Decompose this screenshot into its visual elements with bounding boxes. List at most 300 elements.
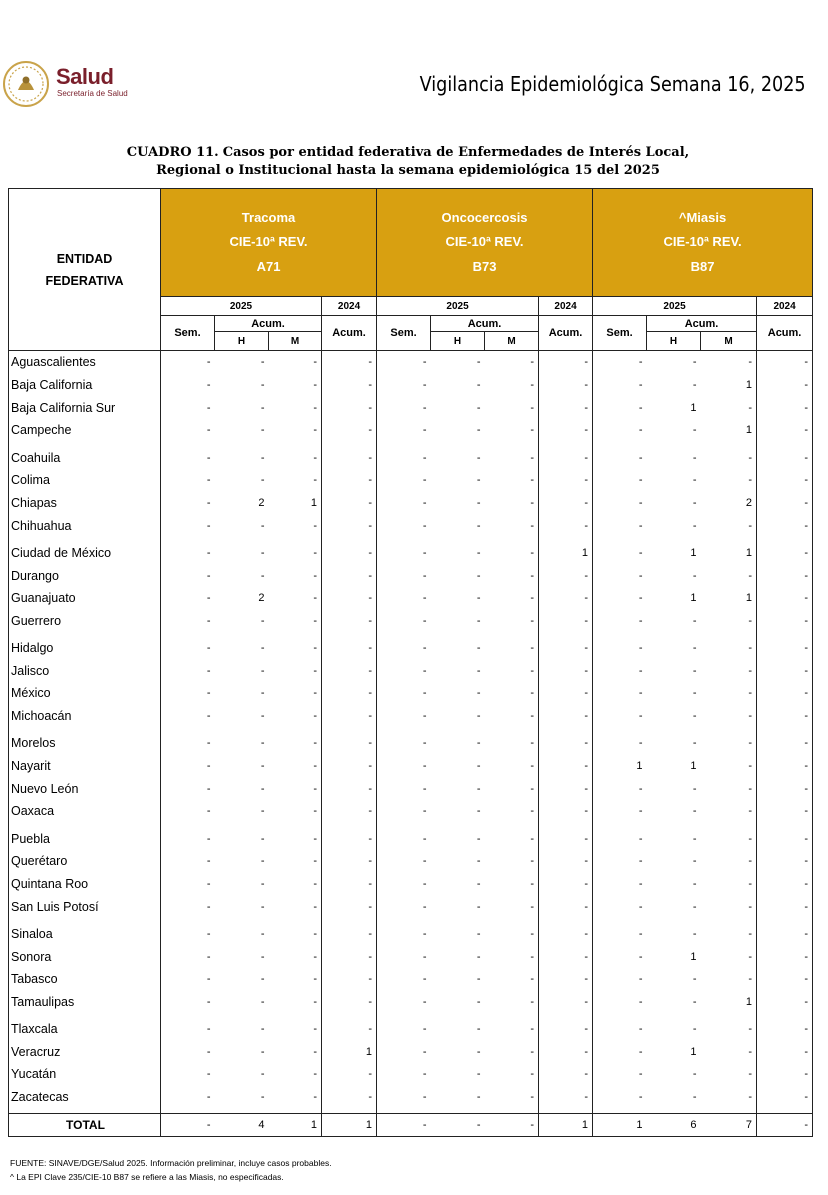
table-row bbox=[9, 492, 813, 515]
entity-name: Jalisco bbox=[9, 659, 161, 682]
table-cell: - bbox=[692, 642, 697, 655]
table-cell: - bbox=[260, 855, 265, 868]
table-cell: - bbox=[757, 637, 813, 660]
table-cell: 1 bbox=[745, 379, 753, 392]
table-cell: - bbox=[748, 855, 753, 868]
table-cell: 1 bbox=[310, 496, 317, 509]
table-cell: - bbox=[757, 374, 813, 397]
table-cell: - bbox=[377, 492, 431, 515]
entity-name: Hidalgo bbox=[9, 637, 161, 660]
table-cell: - bbox=[539, 1018, 593, 1041]
table-cell: - bbox=[530, 592, 535, 605]
table-cell: - bbox=[593, 991, 647, 1014]
table-cell: - bbox=[260, 1091, 265, 1104]
table-cell: - bbox=[322, 895, 377, 918]
week-title: Vigilancia Epidemiológica Semana 16, 2025 bbox=[420, 72, 806, 96]
table-cell: - bbox=[748, 805, 753, 818]
table-row bbox=[9, 637, 813, 660]
table-cell: - bbox=[313, 710, 317, 723]
table-cell: - bbox=[377, 1040, 431, 1063]
table-cell: 1 bbox=[690, 1045, 697, 1058]
table-cell: - bbox=[322, 991, 377, 1014]
table-cell: - bbox=[260, 451, 265, 464]
table-cell: - bbox=[161, 564, 215, 587]
disease-code: A71 bbox=[256, 258, 281, 274]
table-cell: - bbox=[757, 1086, 813, 1109]
table-row bbox=[9, 1040, 813, 1063]
entity-name: Guanajuato bbox=[9, 587, 161, 610]
table-cell: - bbox=[313, 1068, 317, 1081]
entity-name: México bbox=[9, 682, 161, 705]
table-cell: - bbox=[260, 782, 265, 795]
table-cell: - bbox=[377, 968, 431, 991]
table-cell: - bbox=[692, 1091, 697, 1104]
sem-header: Sem. bbox=[377, 316, 431, 351]
table-cell: - bbox=[313, 805, 317, 818]
page-header bbox=[0, 52, 828, 114]
table-row bbox=[9, 827, 813, 850]
disease-rev: CIE-10ª REV. bbox=[229, 234, 308, 250]
table-cell: - bbox=[476, 687, 481, 700]
table-cell: - bbox=[692, 451, 697, 464]
table-cell: 1 bbox=[322, 1040, 377, 1063]
table-cell: - bbox=[593, 777, 647, 800]
table-cell: - bbox=[260, 877, 265, 890]
disease-name: ^Miasis bbox=[678, 209, 727, 225]
table-cell: - bbox=[757, 968, 813, 991]
table-cell: - bbox=[313, 782, 317, 795]
table-cell: - bbox=[530, 496, 535, 509]
table-cell: - bbox=[313, 1045, 317, 1058]
table-cell: 1 bbox=[745, 546, 753, 559]
table-cell: - bbox=[748, 900, 753, 913]
table-cell: - bbox=[476, 546, 481, 559]
footnotes bbox=[10, 1156, 332, 1184]
entity-name: Querétaro bbox=[9, 850, 161, 873]
table-cell: - bbox=[530, 614, 535, 627]
table-body bbox=[9, 351, 813, 1137]
table-cell: - bbox=[748, 1068, 753, 1081]
year-header: 2024 bbox=[322, 297, 377, 316]
table-cell: - bbox=[539, 469, 593, 492]
table-cell: - bbox=[539, 637, 593, 660]
table-row bbox=[9, 587, 813, 610]
table-cell: - bbox=[692, 832, 697, 845]
table-cell: - bbox=[260, 927, 265, 940]
table-cell: - bbox=[692, 664, 697, 677]
table-cell: - bbox=[593, 1040, 647, 1063]
table-cell: - bbox=[476, 379, 481, 392]
table-row bbox=[9, 800, 813, 823]
table-row bbox=[9, 610, 813, 633]
table-cell: - bbox=[377, 514, 431, 537]
table-cell: - bbox=[476, 496, 481, 509]
table-cell: - bbox=[748, 642, 753, 655]
table-cell: - bbox=[593, 610, 647, 633]
table-cell: - bbox=[757, 895, 813, 918]
total-row bbox=[9, 1114, 813, 1137]
table-cell: - bbox=[161, 396, 215, 419]
table-cell: - bbox=[322, 777, 377, 800]
table-cell: - bbox=[539, 732, 593, 755]
table-cell: - bbox=[530, 1023, 535, 1036]
table-cell: - bbox=[757, 873, 813, 896]
entity-name: Sinaloa bbox=[9, 923, 161, 946]
table-cell: - bbox=[313, 356, 317, 369]
table-cell: - bbox=[322, 587, 377, 610]
table-cell: - bbox=[161, 446, 215, 469]
table-cell: - bbox=[322, 732, 377, 755]
table-cell: - bbox=[748, 474, 753, 487]
table-row bbox=[9, 755, 813, 778]
table-row bbox=[9, 991, 813, 1014]
table-cell: - bbox=[322, 923, 377, 946]
table-cell: - bbox=[313, 401, 317, 414]
table-cell: - bbox=[260, 401, 265, 414]
table-row bbox=[9, 873, 813, 896]
table-cell: - bbox=[593, 705, 647, 728]
table-cell: - bbox=[539, 492, 593, 515]
table-cell: - bbox=[539, 850, 593, 873]
table-cell: - bbox=[593, 659, 647, 682]
table-cell: - bbox=[476, 1068, 481, 1081]
cases-table bbox=[8, 188, 813, 1137]
table-cell: - bbox=[530, 995, 535, 1008]
table-cell: - bbox=[377, 991, 431, 1014]
table-cell: - bbox=[313, 642, 317, 655]
entity-header bbox=[9, 189, 161, 351]
table-cell: - bbox=[748, 760, 753, 773]
table-cell: - bbox=[322, 564, 377, 587]
table-cell: - bbox=[161, 968, 215, 991]
table-cell: - bbox=[313, 927, 317, 940]
table-cell: - bbox=[593, 637, 647, 660]
table-cell: - bbox=[161, 610, 215, 633]
entity-name: Campeche bbox=[9, 419, 161, 442]
table-cell: - bbox=[530, 760, 535, 773]
table-row bbox=[9, 945, 813, 968]
table-cell: - bbox=[476, 973, 481, 986]
table-cell: - bbox=[539, 1040, 593, 1063]
total-label: TOTAL bbox=[9, 1114, 161, 1137]
table-cell: - bbox=[539, 777, 593, 800]
table-cell: - bbox=[593, 923, 647, 946]
table-cell: - bbox=[530, 379, 535, 392]
table-cell: - bbox=[485, 1114, 539, 1137]
m-header: M bbox=[485, 332, 539, 351]
table-cell: - bbox=[260, 569, 265, 582]
entity-name: Guerrero bbox=[9, 610, 161, 633]
table-cell: - bbox=[313, 569, 317, 582]
table-cell: - bbox=[322, 374, 377, 397]
table-cell: - bbox=[476, 950, 481, 963]
table-cell: - bbox=[757, 850, 813, 873]
table-cell: 7 bbox=[701, 1114, 757, 1137]
table-cell: - bbox=[476, 519, 481, 532]
disease-code: B73 bbox=[472, 258, 497, 274]
table-cell: - bbox=[692, 995, 697, 1008]
source-note: FUENTE: SINAVE/DGE/Salud 2025. Información preliminar, incluye casos probables. bbox=[10, 1158, 332, 1168]
entity-header-line2: FEDERATIVA bbox=[45, 273, 124, 288]
table-cell: - bbox=[539, 351, 593, 374]
entity-name: Chiapas bbox=[9, 492, 161, 515]
table-cell: - bbox=[161, 945, 215, 968]
table-row bbox=[9, 351, 813, 374]
table-cell: - bbox=[530, 950, 535, 963]
table-cell: - bbox=[431, 1114, 485, 1137]
table-cell: - bbox=[757, 1114, 813, 1137]
table-cell: - bbox=[161, 777, 215, 800]
table-cell: - bbox=[377, 1063, 431, 1086]
table-cell: - bbox=[377, 419, 431, 442]
year-header: 2025 bbox=[377, 297, 539, 316]
table-cell: - bbox=[377, 945, 431, 968]
table-cell: - bbox=[260, 900, 265, 913]
logo-subtitle: Secretaría de Salud bbox=[57, 89, 128, 98]
table-cell: - bbox=[530, 451, 535, 464]
table-cell: - bbox=[161, 1040, 215, 1063]
table-cell: - bbox=[539, 446, 593, 469]
acum-header: Acum. bbox=[757, 316, 813, 351]
table-cell: - bbox=[748, 356, 753, 369]
table-cell: - bbox=[260, 1045, 265, 1058]
table-cell: - bbox=[313, 664, 317, 677]
table-cell: - bbox=[377, 873, 431, 896]
table-cell: - bbox=[530, 1068, 535, 1081]
table-row bbox=[9, 850, 813, 873]
table-cell: - bbox=[593, 587, 647, 610]
table-cell: - bbox=[322, 659, 377, 682]
table-cell: - bbox=[539, 705, 593, 728]
table-cell: - bbox=[377, 705, 431, 728]
table-cell: - bbox=[313, 832, 317, 845]
table-cell: - bbox=[692, 710, 697, 723]
table-cell: - bbox=[539, 755, 593, 778]
table-row bbox=[9, 1063, 813, 1086]
table-cell: - bbox=[322, 419, 377, 442]
table-cell: - bbox=[748, 927, 753, 940]
table-cell: - bbox=[530, 710, 535, 723]
table-cell: - bbox=[757, 446, 813, 469]
table-cell: - bbox=[476, 1091, 481, 1104]
table-cell: - bbox=[260, 614, 265, 627]
entity-name: Ciudad de México bbox=[9, 542, 161, 565]
table-cell: - bbox=[593, 1063, 647, 1086]
table-cell: - bbox=[530, 805, 535, 818]
table-cell: - bbox=[322, 1063, 377, 1086]
entity-name: Zacatecas bbox=[9, 1086, 161, 1109]
table-cell: - bbox=[593, 446, 647, 469]
table-cell: - bbox=[757, 419, 813, 442]
table-cell: - bbox=[476, 1045, 481, 1058]
table-title bbox=[0, 144, 816, 180]
table-cell: - bbox=[593, 1086, 647, 1109]
table-cell: - bbox=[748, 737, 753, 750]
table-cell: - bbox=[593, 945, 647, 968]
table-cell: - bbox=[377, 895, 431, 918]
table-cell: - bbox=[539, 1086, 593, 1109]
table-cell: - bbox=[322, 1086, 377, 1109]
table-cell: - bbox=[377, 755, 431, 778]
table-row bbox=[9, 396, 813, 419]
table-label: CUADRO 11. bbox=[126, 145, 219, 160]
table-cell: - bbox=[748, 973, 753, 986]
table-cell: - bbox=[593, 850, 647, 873]
table-cell: 1 bbox=[593, 1114, 647, 1137]
table-cell: - bbox=[476, 832, 481, 845]
table-cell: - bbox=[593, 968, 647, 991]
table-cell: - bbox=[539, 923, 593, 946]
table-cell: - bbox=[593, 396, 647, 419]
table-cell: - bbox=[692, 614, 697, 627]
h-header: H bbox=[431, 332, 485, 351]
table-cell: - bbox=[377, 637, 431, 660]
disease-header-tracoma bbox=[161, 189, 377, 297]
table-cell: - bbox=[377, 1018, 431, 1041]
table-cell: - bbox=[530, 973, 535, 986]
table-cell: - bbox=[692, 737, 697, 750]
table-cell: - bbox=[530, 401, 535, 414]
table-cell: - bbox=[161, 923, 215, 946]
table-cell: - bbox=[748, 664, 753, 677]
table-cell: - bbox=[748, 569, 753, 582]
table-cell: - bbox=[692, 1023, 697, 1036]
table-cell: - bbox=[692, 356, 697, 369]
table-cell: - bbox=[539, 895, 593, 918]
table-cell: - bbox=[476, 474, 481, 487]
entity-name: Baja California bbox=[9, 374, 161, 397]
table-cell: - bbox=[757, 564, 813, 587]
table-cell: - bbox=[692, 782, 697, 795]
table-cell: - bbox=[593, 732, 647, 755]
table-cell: - bbox=[539, 419, 593, 442]
entity-header-line1: ENTIDAD bbox=[56, 251, 113, 266]
table-row bbox=[9, 469, 813, 492]
table-row bbox=[9, 1018, 813, 1041]
table-cell: - bbox=[692, 855, 697, 868]
table-cell: 1 bbox=[690, 760, 697, 773]
table-cell: - bbox=[322, 514, 377, 537]
table-cell: - bbox=[322, 800, 377, 823]
table-cell: - bbox=[476, 592, 481, 605]
table-cell: - bbox=[161, 542, 215, 565]
table-row bbox=[9, 1086, 813, 1109]
table-cell: - bbox=[476, 710, 481, 723]
table-cell: - bbox=[377, 682, 431, 705]
disease-rev: CIE-10ª REV. bbox=[445, 234, 524, 250]
table-cell: 2 bbox=[258, 592, 265, 605]
table-cell: - bbox=[161, 419, 215, 442]
table-cell: - bbox=[539, 827, 593, 850]
table-cell: - bbox=[593, 542, 647, 565]
table-cell: - bbox=[161, 873, 215, 896]
table-cell: - bbox=[692, 569, 697, 582]
table-cell: - bbox=[260, 519, 265, 532]
table-row bbox=[9, 374, 813, 397]
table-cell: - bbox=[539, 968, 593, 991]
table-cell: - bbox=[692, 474, 697, 487]
table-cell: - bbox=[757, 827, 813, 850]
table-cell: - bbox=[757, 351, 813, 374]
table-cell: - bbox=[377, 850, 431, 873]
table-cell: - bbox=[161, 755, 215, 778]
table-row bbox=[9, 446, 813, 469]
table-cell: - bbox=[322, 682, 377, 705]
table-cell: - bbox=[260, 737, 265, 750]
table-cell: - bbox=[322, 1018, 377, 1041]
entity-name: Michoacán bbox=[9, 705, 161, 728]
table-cell: - bbox=[260, 710, 265, 723]
table-row bbox=[9, 514, 813, 537]
m-header: M bbox=[269, 332, 322, 351]
table-cell: - bbox=[748, 519, 753, 532]
table-cell: - bbox=[260, 973, 265, 986]
table-cell: - bbox=[476, 927, 481, 940]
table-cell: - bbox=[539, 682, 593, 705]
table-cell: - bbox=[748, 614, 753, 627]
table-cell: - bbox=[313, 546, 317, 559]
table-cell: - bbox=[748, 687, 753, 700]
entity-name: Tamaulipas bbox=[9, 991, 161, 1014]
table-cell: 1 bbox=[690, 546, 697, 559]
table-row bbox=[9, 542, 813, 565]
entity-name: Sonora bbox=[9, 945, 161, 968]
coat-of-arms-icon bbox=[2, 60, 50, 108]
table-cell: - bbox=[161, 587, 215, 610]
table-row bbox=[9, 777, 813, 800]
disease-name: Tracoma bbox=[241, 209, 296, 225]
table-row bbox=[9, 705, 813, 728]
table-cell: - bbox=[322, 351, 377, 374]
entity-name: Coahuila bbox=[9, 446, 161, 469]
table-cell: - bbox=[539, 396, 593, 419]
table-cell: - bbox=[161, 351, 215, 374]
table-cell: - bbox=[322, 446, 377, 469]
table-row bbox=[9, 732, 813, 755]
table-cell: 1 bbox=[690, 950, 697, 963]
table-cell: - bbox=[593, 1018, 647, 1041]
table-cell: - bbox=[757, 945, 813, 968]
table-cell: - bbox=[530, 927, 535, 940]
table-cell: - bbox=[322, 469, 377, 492]
table-cell: - bbox=[322, 637, 377, 660]
entity-name: Nuevo León bbox=[9, 777, 161, 800]
table-cell: - bbox=[757, 777, 813, 800]
table-cell: - bbox=[313, 424, 317, 437]
table-cell: - bbox=[539, 873, 593, 896]
table-cell: - bbox=[757, 542, 813, 565]
entity-name: Quintana Roo bbox=[9, 873, 161, 896]
table-cell: - bbox=[322, 542, 377, 565]
table-cell: - bbox=[476, 760, 481, 773]
table-row bbox=[9, 682, 813, 705]
table-cell: - bbox=[530, 737, 535, 750]
table-row bbox=[9, 968, 813, 991]
table-cell: - bbox=[539, 991, 593, 1014]
table-cell: - bbox=[377, 587, 431, 610]
entity-name: Durango bbox=[9, 564, 161, 587]
table-cell: - bbox=[260, 474, 265, 487]
sem-header: Sem. bbox=[593, 316, 647, 351]
acum-header: Acum. bbox=[539, 316, 593, 351]
table-cell: - bbox=[322, 755, 377, 778]
table-title-line2: Regional o Institucional hasta la semana epidemiológica 15 del 2025 bbox=[156, 163, 660, 178]
table-cell: - bbox=[692, 519, 697, 532]
table-cell: - bbox=[757, 469, 813, 492]
table-cell: - bbox=[313, 737, 317, 750]
table-cell: - bbox=[161, 1063, 215, 1086]
table-cell: - bbox=[530, 474, 535, 487]
